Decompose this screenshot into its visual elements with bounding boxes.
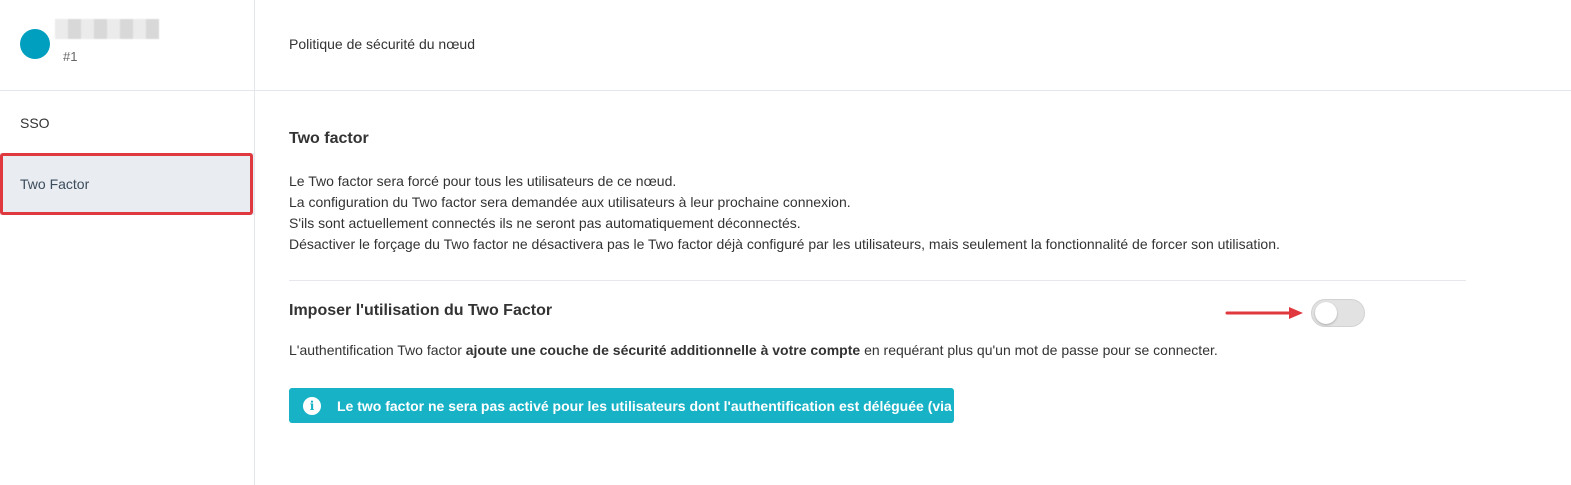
enforce-two-factor-title: Imposer l'utilisation du Two Factor (289, 302, 553, 319)
node-name-redacted (55, 19, 159, 39)
enforce-two-factor-toggle[interactable] (1311, 299, 1365, 327)
enforce-two-factor-description (289, 342, 1218, 358)
sidebar-item-label: Two Factor (20, 176, 90, 192)
enforce-desc-bold: ajoute une couche de sécurité additionnelle à votre compte (465, 342, 861, 358)
sidebar-item-label: SSO (20, 115, 50, 131)
node-avatar (20, 29, 50, 59)
description-line: Le Two factor sera forcé pour tous les utilisateurs de ce nœud. (289, 173, 677, 189)
node-id: #1 (63, 49, 78, 64)
page-title: Politique de sécurité du nœud (289, 36, 475, 52)
section-title: Two factor (289, 130, 369, 147)
node-header (0, 0, 254, 91)
description-line: S'ils sont actuellement connectés ils ne seront pas automatiquement déconnectés. (289, 215, 801, 231)
description-line: Désactiver le forçage du Two factor ne désactivera pas le Two factor déjà configuré par les utilisateurs, mais seulement la fonctionnalité de forcer son utilisation. (289, 236, 1280, 252)
sidebar (0, 0, 255, 485)
section-description (289, 171, 1280, 255)
divider (289, 280, 1466, 281)
toggle-knob (1315, 302, 1337, 324)
enforce-desc-text: L'authentification Two factor (289, 342, 466, 358)
info-banner (289, 388, 990, 423)
info-banner-text: Le two factor ne sera pas activé pour les utilisateurs dont l'authentification est déléguée (via SSO) (337, 397, 990, 414)
description-line: La configuration du Two factor sera demandée aux utilisateurs à leur prochaine connexion. (289, 194, 851, 210)
topbar (255, 0, 1571, 91)
info-icon: i (303, 397, 321, 415)
arrow-right-icon (1225, 305, 1305, 321)
enforce-desc-text-end: en requérant plus qu'un mot de passe pour se connecter. (860, 342, 1218, 358)
sidebar-item-two-factor[interactable] (0, 153, 254, 215)
sidebar-item-sso[interactable] (0, 108, 254, 138)
